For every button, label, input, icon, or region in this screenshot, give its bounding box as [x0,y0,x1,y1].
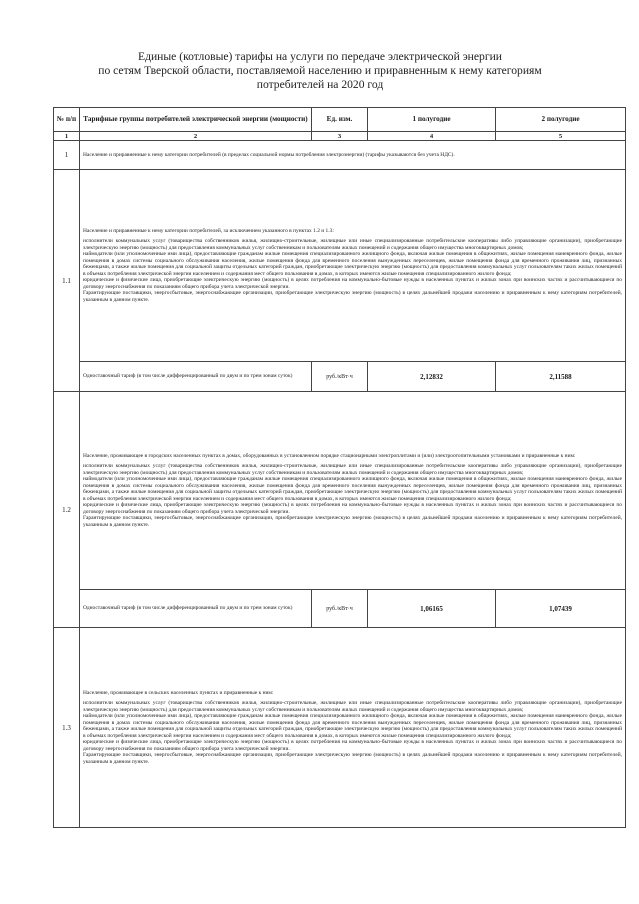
tariff-row [54,362,626,392]
row-paragraph: наймодатели (или уполномоченные ими лица), предоставляющие гражданам жилые помещения специализированного жилищного фонда, включая жилые помещения в общежитиях, жилые помещения маневренного фонда, жилые помещения в домах системы социального обслуживания населения, жилые помещения фонда для временного поселения вынужденных переселенцев, жилые помещения фонда для временного проживания лиц, признанных беженцами, а также жилые помещения для социальной защиты отдельных категорий граждан, приобретающие электрическую энергию (мощность) для предоставления коммунальных услуг пользователям таких жилых помещений в объемах потребления электрической энергии населением и содержания мест общего пользования в домах, в которых имеются жилые помещения специализированного жилого фонда; [83,251,622,277]
column-number-row [54,132,626,141]
row-paragraph: исполнители коммунальных услуг (товарищества собственников жилья, жилищно-строительные, жилищные или иные специализированные потребительские кооперативы либо управляющие организации), приобретающие электрическую энергию (мощность) для предоставления коммунальных услуг собственникам и пользователям жилых помещений и содержания общего имущества многоквартирных домов; [83,700,622,713]
header-unit: Ед. изм. [312,108,368,132]
table-row [54,628,626,828]
tariff-value-half2: 1,07439 [496,590,626,628]
col-number: 1 [54,132,80,141]
row-paragraph: исполнители коммунальных услуг (товарищества собственников жилья, жилищно-строительные, жилищные или иные специализированные потребительские кооперативы либо управляющие организации), приобретающие электрическую энергию (мощность) для предоставления коммунальных услуг собственникам и пользователям жилых помещений и содержания общего имущества многоквартирных домов; [83,238,622,251]
tariff-table [53,107,626,828]
header-row [54,108,626,132]
table-row [54,170,626,362]
tariff-value-half2: 2,11588 [496,362,626,392]
row-number: 1.2 [54,392,80,628]
row-number: 1 [54,141,80,170]
col-number: 5 [496,132,626,141]
title-line-3: потребителей на 2020 год [256,78,384,91]
tariff-value-half1: 1,06165 [368,590,496,628]
table-row [54,392,626,590]
row-paragraph: юридические и физические лица, приобретающие электрическую энергию (мощность) в целях потребления на коммунально-бытовые нужды в населенных пунктах и жилых зонах при воинских частях и рассчитывающиеся по договору энергоснабжения по показаниям общего прибора учета электрической энергии. [83,502,622,515]
title-line-1: Единые (котловые) тарифы на услуги по передаче электрической энергии [137,50,502,63]
row-paragraph: Гарантирующие поставщики, энергосбытовые, энергоснабжающие организации, приобретающие электрическую энергию (мощность) в целях дальнейшей продажи населению и приравненным к нему категориям потребителей, указанным в данном пункте. [83,290,622,303]
row-text: Население и приравненные к нему категории потребителей (в пределах социальной нормы потребления электроэнергии) (тарифы указываются без учета НДС). [80,141,626,170]
table-row [54,141,626,170]
tariff-unit: руб./кВт·ч [312,362,368,392]
tariff-row [54,590,626,628]
row-paragraph: наймодатели (или уполномоченные ими лица), предоставляющие гражданам жилые помещения специализированного жилищного фонда, включая жилые помещения в общежитиях, жилые помещения маневренного фонда, жилые помещения в домах системы социального обслуживания населения, жилые помещения фонда для временного поселения вынужденных переселенцев, жилые помещения фонда для временного проживания лиц, признанных беженцами, а также жилые помещения для социальной защиты отдельных категорий граждан, приобретающие электрическую энергию (мощность) для предоставления коммунальных услуг пользователям таких жилых помещений в объемах потребления электрической энергии населением и содержания мест общего пользования в домах, в которых имеются жилые помещения специализированного жилого фонда; [83,476,622,502]
row-paragraph: юридические и физические лица, приобретающие электрическую энергию (мощность) в целях потребления на коммунально-бытовые нужды в населенных пунктах и жилых зонах при воинских частях и рассчитывающиеся по договору энергоснабжения по показаниям общего прибора учета электрической энергии. [83,739,622,752]
tariff-unit: руб./кВт·ч [312,590,368,628]
title-line-2: по сетям Тверской области, поставляемой населению и приравненным к нему категориям [98,64,542,77]
row-description [80,392,626,590]
row-description [80,170,626,362]
header-group: Тарифные группы потребителей электрической энергии (мощности) [80,108,312,132]
row-number: 1.1 [54,170,80,392]
row-number: 1.3 [54,628,80,828]
col-number: 3 [312,132,368,141]
tariff-value-half1: 2,12832 [368,362,496,392]
header-half2: 2 полугодие [496,108,626,132]
document-title [60,50,580,92]
row-description [80,628,626,828]
header-no: № п/п [54,108,80,132]
tariff-label: Одноставочный тариф (в том числе дифференцированный по двум и по трем зонам суток) [80,362,312,392]
row-intro: Население, проживающее в городских населенных пунктах в домах, оборудованных в установленном порядке стационарными электроплитами и (или) электроотопительными установками и приравненные к ним: [83,453,576,459]
row-paragraph: исполнители коммунальных услуг (товарищества собственников жилья, жилищно-строительные, жилищные или иные специализированные потребительские кооперативы либо управляющие организации), приобретающие электрическую энергию (мощность) для предоставления коммунальных услуг собственникам и пользователям жилых помещений и содержания общего имущества многоквартирных домов; [83,463,622,476]
col-number: 4 [368,132,496,141]
row-paragraph: юридические и физические лица, приобретающие электрическую энергию (мощность) в целях потребления на коммунально-бытовые нужды в населенных пунктах и жилых зонах при воинских частях и рассчитывающиеся по договору энергоснабжения по показаниям общего прибора учета электрической энергии. [83,277,622,290]
row-paragraph: наймодатели (или уполномоченные ими лица), предоставляющие гражданам жилые помещения специализированного жилищного фонда, включая жилые помещения в общежитиях, жилые помещения маневренного фонда, жилые помещения в домах системы социального обслуживания населения, жилые помещения фонда для временного поселения вынужденных переселенцев, жилые помещения фонда для временного проживания лиц, признанных беженцами, а также жилые помещения для социальной защиты отдельных категорий граждан, приобретающие электрическую энергию (мощность) для предоставления коммунальных услуг пользователям таких жилых помещений в объемах потребления электрической энергии населением и содержания мест общего пользования в домах, в которых имеются жилые помещения специализированного жилого фонда; [83,713,622,739]
col-number: 2 [80,132,312,141]
row-intro: Население, проживающее в сельских населенных пунктах и приравненные к ним: [83,690,274,696]
header-half1: 1 полугодие [368,108,496,132]
row-intro: Население и приравненные к нему категории потребителей, за исключением указанного в пунктах 1.2 и 1.3: [83,228,334,234]
tariff-label: Одноставочный тариф (в том числе дифференцированный по двум и по трем зонам суток) [80,590,312,628]
row-paragraph: Гарантирующие поставщики, энергосбытовые, энергоснабжающие организации, приобретающие электрическую энергию (мощность) в целях дальнейшей продажи населению и приравненным к нему категориям потребителей, указанным в данном пункте. [83,515,622,528]
row-paragraph: Гарантирующие поставщики, энергосбытовые, энергоснабжающие организации, приобретающие электрическую энергию (мощность) в целях дальнейшей продажи населению и приравненным к нему категориям потребителей, указанным в данном пункте. [83,752,622,765]
